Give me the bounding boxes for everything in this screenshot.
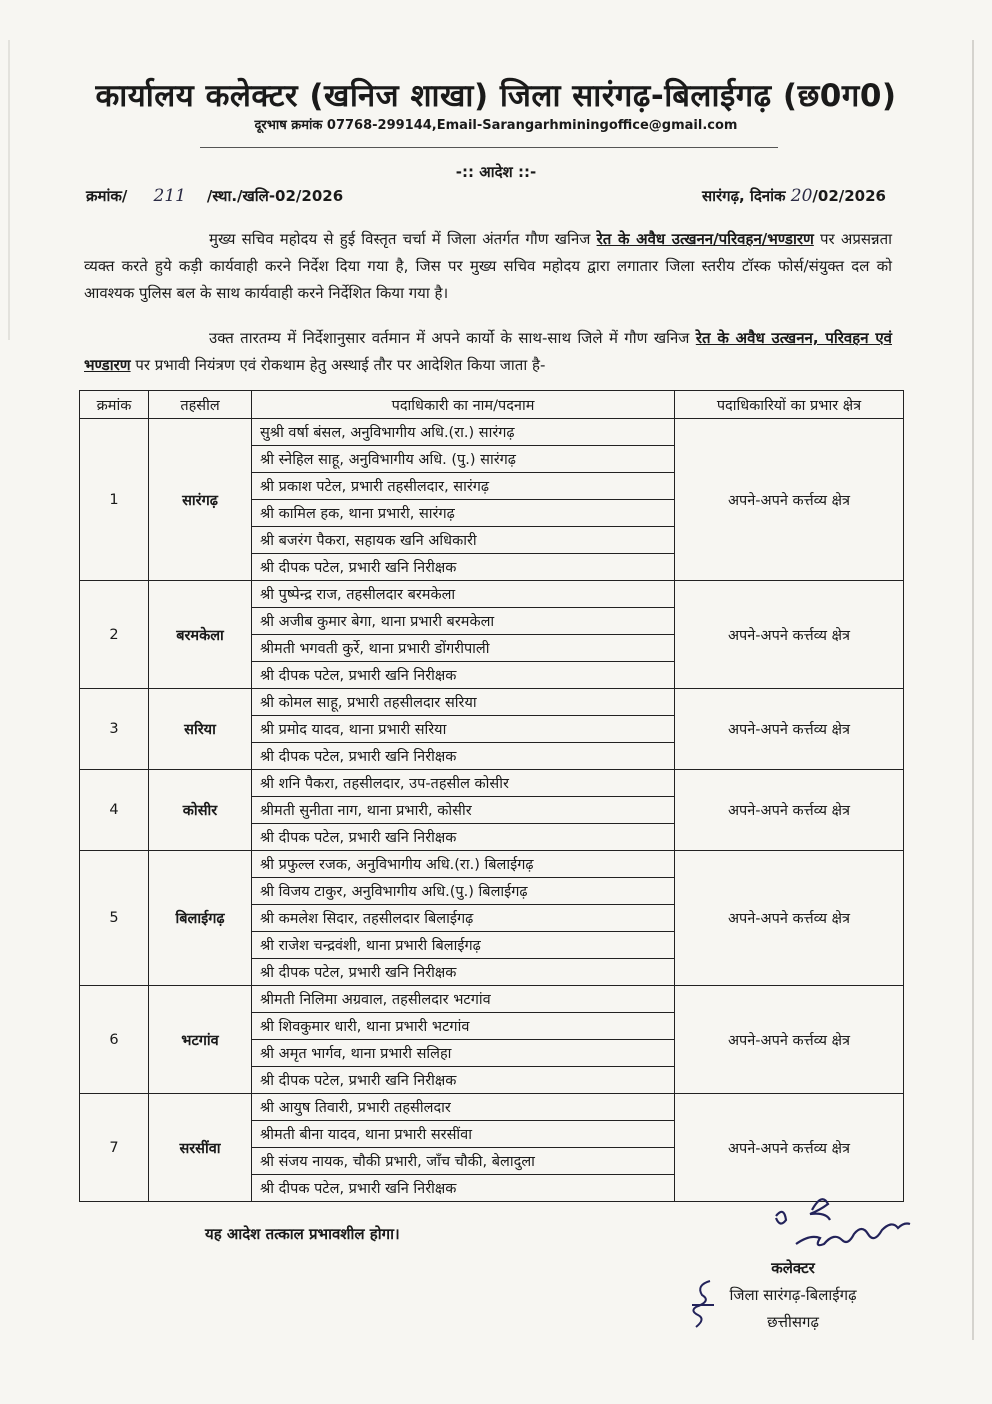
officer-name: श्री प्रकाश पटेल, प्रभारी तहसीलदार, सारंगढ़ <box>252 473 675 500</box>
order-number <box>86 186 343 206</box>
order-title: -:: आदेश ::- <box>455 163 537 181</box>
table-row <box>80 1094 904 1121</box>
officer-name: श्रीमती बीना यादव, थाना प्रभारी सरसींवा <box>252 1121 675 1148</box>
officer-name: श्री दीपक पटेल, प्रभारी खनि निरीक्षक <box>252 1175 675 1202</box>
ref-suffix: /स्था./खलि-02/2026 <box>206 187 344 205</box>
row-area: अपने-अपने कर्त्तव्य क्षेत्र <box>675 581 904 689</box>
row-area: अपने-अपने कर्त्तव्य क्षेत्र <box>675 1094 904 1202</box>
p2-text-a: उक्त तारतम्य में निर्देशानुसार वर्तमान में अपने कार्यो के साथ-साथ जिले में गौण खनिज <box>209 329 696 347</box>
officer-name: श्री शिवकुमार धारी, थाना प्रभारी भटगांव <box>252 1013 675 1040</box>
officer-name: श्री दीपक पटेल, प्रभारी खनि निरीक्षक <box>252 959 675 986</box>
header-area: पदाधिकारियों का प्रभार क्षेत्र <box>675 391 904 419</box>
row-area: अपने-अपने कर्त्तव्य क्षेत्र <box>675 986 904 1094</box>
officer-name: श्री पुष्पेन्द्र राज, तहसीलदार बरमकेला <box>252 581 675 608</box>
p1-text-b: पर अप्रसन्नता व्यक्त करते हुये कड़ी कार्यवाही करने निर्देश दिया गया है, जिस पर मुख्य सचिव महोदय द्वारा लगातार जिला स्तरीय टॉस्क फोर्स/संयुक्त दल को आवश्यक पुलिस बल के साथ कार्यवाही करने निर्देशित किया गया है। <box>84 230 893 302</box>
officer-name: श्री संजय नायक, चौकी प्रभारी, जाँच चौकी, बेलादुला <box>252 1148 675 1175</box>
date-day-handwritten: 20 <box>790 186 813 206</box>
office-contact: दूरभाष क्रमांक 07768-299144,Email-Sarangarhminingoffice@gmail.com <box>254 118 738 133</box>
p2-text-b: पर प्रभावी नियंत्रण एवं रोकथाम हेतु अस्थाई तौर पर आदेशित किया जाता है- <box>130 356 546 374</box>
header-officer: पदाधिकारी का नाम/पदनाम <box>252 391 675 419</box>
row-tehsil: भटगांव <box>149 986 252 1094</box>
p1-underlined: रेत के अवैध उत्खनन/परिवहन/भण्डारण <box>596 230 814 248</box>
officer-name: श्री स्नेहिल साहू, अनुविभागीय अधि. (पु.) सारंगढ़ <box>252 446 675 473</box>
row-serial: 3 <box>80 689 149 770</box>
officer-name: श्री दीपक पटेल, प्रभारी खनि निरीक्षक <box>252 662 675 689</box>
officer-name: श्री विजय टाकुर, अनुविभागीय अधि.(पु.) बिलाईगढ़ <box>252 878 675 905</box>
scan-edge-right <box>972 40 974 1340</box>
officer-name: श्री शनि पैकरा, तहसीलदार, उप-तहसील कोसीर <box>252 770 675 797</box>
order-date <box>702 186 886 206</box>
officer-name: श्री दीपक पटेल, प्रभारी खनि निरीक्षक <box>252 1067 675 1094</box>
table-row <box>80 419 904 446</box>
table-row <box>80 689 904 716</box>
ref-prefix: क्रमांक/ <box>86 187 128 205</box>
effect-line: यह आदेश तत्काल प्रभावशील होगा। <box>205 1225 400 1243</box>
table-row <box>80 986 904 1013</box>
office-title: कार्यालय कलेक्टर (खनिज शाखा) जिला सारंगढ़-बिलाईगढ़ (छ0ग0) <box>95 78 897 114</box>
handwritten-signature <box>768 1188 938 1258</box>
header-tehsil: तहसील <box>149 391 252 419</box>
signatory-title: कलेक्टर <box>771 1259 815 1277</box>
ref-number-handwritten: 211 <box>153 186 186 206</box>
officer-name: श्रीमती भगवती कुर्रे, थाना प्रभारी डोंगरीपाली <box>252 635 675 662</box>
row-area: अपने-अपने कर्त्तव्य क्षेत्र <box>675 689 904 770</box>
officer-name: श्रीमती निलिमा अग्रवाल, तहसीलदार भटगांव <box>252 986 675 1013</box>
row-tehsil: बरमकेला <box>149 581 252 689</box>
row-serial: 4 <box>80 770 149 851</box>
p1-text-a: मुख्य सचिव महोदय से हुई विस्तृत चर्चा में जिला अंतर्गत गौण खनिज <box>209 230 597 248</box>
officer-name: श्री कमलेश सिदार, तहसीलदार बिलाईगढ़ <box>252 905 675 932</box>
officer-name: श्री कोमल साहू, प्रभारी तहसीलदार सरिया <box>252 689 675 716</box>
officer-name: श्री बजरंग पैकरा, सहायक खनि अधिकारी <box>252 527 675 554</box>
table-body <box>80 419 904 1202</box>
officer-name: श्री कामिल हक, थाना प्रभारी, सारंगढ़ <box>252 500 675 527</box>
officer-name: श्री आयुष तिवारी, प्रभारी तहसीलदार <box>252 1094 675 1121</box>
row-tehsil: सारंगढ़ <box>149 419 252 581</box>
row-area: अपने-अपने कर्त्तव्य क्षेत्र <box>675 851 904 986</box>
officer-name: श्री अजीब कुमार बेगा, थाना प्रभारी बरमकेला <box>252 608 675 635</box>
paragraph-2 <box>84 325 892 379</box>
officer-table <box>79 390 904 1202</box>
officer-name: श्री प्रफुल्ल रजक, अनुविभागीय अधि.(रा.) बिलाईगढ़ <box>252 851 675 878</box>
date-prefix: सारंगढ़, दिनांक <box>701 187 786 205</box>
header-serial: क्रमांक <box>80 391 149 419</box>
row-serial: 6 <box>80 986 149 1094</box>
signatory-district: जिला सारंगढ़-बिलाईगढ़ <box>729 1286 857 1304</box>
table-header-row <box>80 391 904 419</box>
row-tehsil: बिलाईगढ़ <box>149 851 252 986</box>
officer-name: श्री दीपक पटेल, प्रभारी खनि निरीक्षक <box>252 743 675 770</box>
officer-name: श्री अमृत भार्गव, थाना प्रभारी सलिहा <box>252 1040 675 1067</box>
officer-name: श्री प्रमोद यादव, थाना प्रभारी सरिया <box>252 716 675 743</box>
row-serial: 1 <box>80 419 149 581</box>
signatory-block <box>708 1258 878 1339</box>
table-row <box>80 581 904 608</box>
officer-name: सुश्री वर्षा बंसल, अनुविभागीय अधि.(रा.) सारंगढ़ <box>252 419 675 446</box>
row-serial: 2 <box>80 581 149 689</box>
signatory-state: छत्तीसगढ़ <box>767 1313 819 1331</box>
table-row <box>80 770 904 797</box>
officer-name: श्री दीपक पटेल, प्रभारी खनि निरीक्षक <box>252 824 675 851</box>
row-tehsil: सरसींवा <box>149 1094 252 1202</box>
row-serial: 5 <box>80 851 149 986</box>
table-row <box>80 851 904 878</box>
row-area: अपने-अपने कर्त्तव्य क्षेत्र <box>675 419 904 581</box>
header-divider <box>200 147 778 148</box>
initials-mark <box>688 1275 718 1335</box>
officer-name: श्रीमती सुनीता नाग, थाना प्रभारी, कोसीर <box>252 797 675 824</box>
officer-name: श्री दीपक पटेल, प्रभारी खनि निरीक्षक <box>252 554 675 581</box>
row-serial: 7 <box>80 1094 149 1202</box>
row-tehsil: सरिया <box>149 689 252 770</box>
row-area: अपने-अपने कर्त्तव्य क्षेत्र <box>675 770 904 851</box>
reference-row <box>86 186 886 210</box>
officer-name: श्री राजेश चन्द्रवंशी, थाना प्रभारी बिलाईगढ़ <box>252 932 675 959</box>
paragraph-1 <box>84 226 892 307</box>
date-suffix: /02/2026 <box>812 187 886 205</box>
p2-underlined: रेत के अवैध उत्खनन, परिवहन एवं भण्डारण <box>84 329 892 374</box>
row-tehsil: कोसीर <box>149 770 252 851</box>
